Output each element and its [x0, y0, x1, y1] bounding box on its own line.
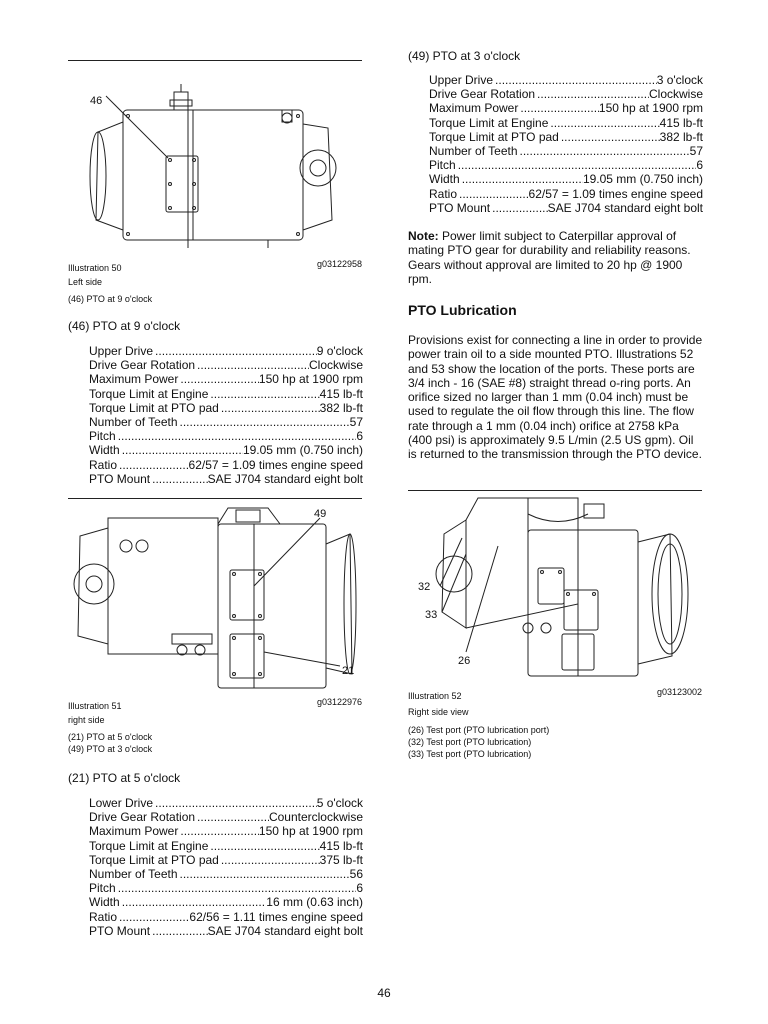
callout-26: 26: [458, 655, 471, 667]
illustration-51-title: right side: [68, 715, 105, 725]
spec-label: Number of Teeth: [89, 867, 178, 882]
illustration-51-legend-21: (21) PTO at 5 o'clock: [68, 732, 153, 742]
spec-value: 6: [356, 429, 363, 444]
spec-label: Pitch: [89, 429, 116, 444]
leader-dots: [178, 415, 350, 429]
callout-33: 33: [425, 609, 438, 621]
spec-row: [89, 415, 363, 429]
callout-21: 21: [342, 665, 355, 677]
spec-label: Drive Gear Rotation: [429, 87, 536, 102]
note-label: Note:: [408, 229, 439, 243]
spec-row: [429, 172, 703, 186]
spec-value: 415 lb-ft: [319, 838, 363, 853]
spec-label: Width: [429, 172, 460, 187]
spec-value: Clockwise: [648, 87, 703, 102]
leader-dots: [150, 472, 207, 486]
spec-row: [89, 881, 363, 895]
illustration-50-code: g03122958: [316, 259, 362, 269]
spec-value: 57: [349, 415, 363, 430]
leader-dots: [219, 853, 320, 867]
illustration-52-title: Right side view: [408, 707, 469, 717]
spec-row: [89, 839, 363, 853]
pto-49-spec-list: [429, 73, 703, 215]
spec-row: [89, 401, 363, 415]
spec-label: Upper Drive: [89, 344, 154, 358]
spec-label: Ratio: [89, 909, 118, 924]
leader-dots: [116, 881, 357, 895]
illustration-50-drawing: [68, 80, 362, 252]
spec-label: PTO Mount: [429, 200, 491, 215]
spec-row: [89, 429, 363, 443]
spec-row: [429, 158, 703, 172]
pto-46-title: (46) PTO at 9 o'clock: [68, 319, 181, 333]
spec-value: 62/57 = 1.09 times engine speed: [528, 186, 703, 201]
illustration-52-legend-26: (26) Test port (PTO lubrication port): [408, 725, 550, 735]
spec-row: [89, 895, 363, 909]
spec-label: Torque Limit at Engine: [89, 386, 209, 401]
leader-dots: [493, 73, 657, 87]
leader-dots: [518, 144, 690, 158]
spec-row: [89, 458, 363, 472]
spec-label: Maximum Power: [429, 101, 519, 116]
illustration-52-legend-33: (33) Test port (PTO lubrication): [408, 749, 532, 759]
spec-label: Number of Teeth: [89, 415, 178, 430]
leader-dots: [117, 458, 189, 472]
spec-row: [89, 824, 363, 838]
spec-value: 19.05 mm (0.750 inch): [242, 443, 363, 458]
spec-label: Torque Limit at PTO pad: [429, 129, 559, 144]
illustration-51-legend-49: (49) PTO at 3 o'clock: [68, 744, 153, 754]
leader-dots: [153, 344, 317, 358]
spec-row: [89, 910, 363, 924]
callout-46: 46: [90, 95, 103, 107]
spec-row: [429, 130, 703, 144]
spec-label: Torque Limit at Engine: [429, 115, 549, 130]
spec-value: 6: [696, 158, 703, 173]
illustration-51-number: Illustration 51: [68, 701, 122, 711]
leader-dots: [208, 839, 319, 853]
spec-value: 382 lb-ft: [659, 129, 703, 144]
spec-label: Number of Teeth: [429, 144, 518, 159]
spec-value: 56: [349, 867, 363, 882]
leader-dots: [460, 172, 583, 186]
spec-row: [89, 853, 363, 867]
spec-row: [429, 144, 703, 158]
spec-value: 415 lb-ft: [319, 386, 363, 401]
spec-value: 415 lb-ft: [659, 115, 703, 130]
spec-row: [429, 87, 703, 101]
spec-value: 16 mm (0.63 inch): [266, 895, 363, 910]
spec-label: Ratio: [429, 186, 458, 201]
spec-label: Drive Gear Rotation: [89, 358, 196, 373]
illustration-51-caption: [68, 696, 362, 755]
leader-dots: [195, 358, 309, 372]
spec-row: [89, 810, 363, 824]
illustration-52-legend-32: (32) Test port (PTO lubrication): [408, 737, 532, 747]
spec-row: [89, 924, 363, 938]
spec-row: [89, 867, 363, 881]
spec-value: 9 o'clock: [316, 344, 363, 358]
spec-label: Torque Limit at Engine: [89, 838, 209, 853]
leader-dots: [178, 824, 259, 838]
spec-value: 5 o'clock: [316, 796, 363, 810]
leader-dots: [195, 810, 269, 824]
rule-above-illustration-51: [68, 498, 362, 499]
spec-label: Maximum Power: [89, 824, 179, 839]
spec-value: 57: [689, 144, 703, 159]
leader-dots: [120, 443, 243, 457]
spec-value: 375 lb-ft: [319, 852, 363, 867]
leader-dots: [178, 372, 259, 386]
spec-value: 62/56 = 1.11 times engine speed: [189, 909, 363, 924]
spec-value: 150 hp at 1900 rpm: [258, 372, 363, 387]
illustration-50-legend-46: (46) PTO at 9 o'clock: [68, 294, 153, 304]
leader-dots: [456, 158, 697, 172]
leader-dots: [116, 429, 357, 443]
note-text: Power limit subject to Caterpillar approval of mating PTO gear for durability and reliability reasons. Gears without approval are limited to 20 hp @ 1900 rpm.: [408, 229, 691, 286]
illustration-50-number: Illustration 50: [68, 263, 122, 273]
leader-dots: [518, 101, 599, 115]
spec-row: [89, 358, 363, 372]
leader-dots: [120, 895, 267, 909]
leader-dots: [548, 116, 659, 130]
spec-row: [89, 387, 363, 401]
illustration-52-caption: [408, 686, 702, 760]
spec-value: 3 o'clock: [656, 73, 703, 87]
spec-row: [429, 116, 703, 130]
spec-label: Pitch: [429, 158, 456, 173]
spec-label: Drive Gear Rotation: [89, 810, 196, 825]
spec-label: PTO Mount: [89, 923, 151, 938]
leader-dots: [208, 387, 319, 401]
spec-row: [89, 796, 363, 810]
pto-21-title: (21) PTO at 5 o'clock: [68, 771, 181, 785]
illustration-51-drawing: [68, 504, 362, 692]
spec-value: SAE J704 standard eight bolt: [207, 923, 363, 938]
pto-49-title: (49) PTO at 3 o'clock: [408, 49, 521, 63]
spec-value: Clockwise: [308, 358, 363, 373]
pto-lubrication-heading: PTO Lubrication: [408, 302, 517, 318]
spec-label: Width: [89, 443, 120, 458]
spec-label: Ratio: [89, 457, 118, 472]
pto-21-spec-list: [89, 796, 363, 938]
top-rule-left: [68, 60, 362, 61]
leader-dots: [457, 187, 529, 201]
page-number: 46: [377, 986, 391, 1000]
illustration-52-code: g03123002: [656, 687, 702, 697]
illustration-50-title: Left side: [68, 277, 103, 287]
spec-value: 6: [356, 881, 363, 896]
note-paragraph: [408, 229, 704, 286]
pto-46-spec-list: [89, 344, 363, 486]
spec-label: Lower Drive: [89, 796, 154, 810]
spec-value: SAE J704 standard eight bolt: [207, 471, 363, 486]
spec-value: 62/57 = 1.09 times engine speed: [188, 457, 363, 472]
rule-above-illustration-52: [408, 490, 702, 491]
spec-value: SAE J704 standard eight bolt: [547, 200, 703, 215]
illustration-52-drawing: [408, 494, 704, 684]
leader-dots: [150, 924, 207, 938]
spec-row: [429, 201, 703, 215]
illustration-52-number: Illustration 52: [408, 691, 462, 701]
leader-dots: [490, 201, 547, 215]
leader-dots: [219, 401, 320, 415]
illustration-50-caption: [68, 258, 362, 305]
spec-label: Upper Drive: [429, 73, 494, 87]
spec-value: 150 hp at 1900 rpm: [258, 824, 363, 839]
spec-label: Pitch: [89, 881, 116, 896]
leader-dots: [178, 867, 350, 881]
leader-dots: [559, 130, 660, 144]
pto-lubrication-paragraph: Provisions exist for connecting a line in order to provide power train oil to a side mounted PTO. Illustrations 52 and 53 show the location of the ports. These ports are 3/4 inch - 16 (SAE #8) straight thread o-ring ports. An orifice sized no larger than 1 mm (0.04 inch) must be used to regulate the oil flow through this line. The flow rate through a 1 mm (0.04 inch) orifice at 2758 kPa (400 psi) is approximately 9.5 L/min (2.5 US gpm). Oil is returned to the transmission through the PTO device.: [408, 333, 703, 462]
spec-value: 382 lb-ft: [319, 400, 363, 415]
spec-row: [429, 101, 703, 115]
leader-dots: [153, 796, 317, 810]
spec-label: Torque Limit at PTO pad: [89, 400, 219, 415]
spec-row: [89, 372, 363, 386]
spec-value: 150 hp at 1900 rpm: [598, 101, 703, 116]
leader-dots: [535, 87, 649, 101]
spec-label: Torque Limit at PTO pad: [89, 852, 219, 867]
spec-label: PTO Mount: [89, 471, 151, 486]
spec-label: Width: [89, 895, 120, 910]
leader-dots: [117, 910, 189, 924]
callout-49: 49: [314, 508, 327, 520]
illustration-51-code: g03122976: [316, 697, 362, 707]
spec-row: [89, 344, 363, 358]
callout-32: 32: [418, 581, 431, 593]
spec-label: Maximum Power: [89, 372, 179, 387]
spec-value: 19.05 mm (0.750 inch): [582, 172, 703, 187]
spec-value: Counterclockwise: [268, 810, 363, 825]
spec-row: [89, 472, 363, 486]
spec-row: [429, 73, 703, 87]
spec-row: [429, 187, 703, 201]
spec-row: [89, 443, 363, 457]
